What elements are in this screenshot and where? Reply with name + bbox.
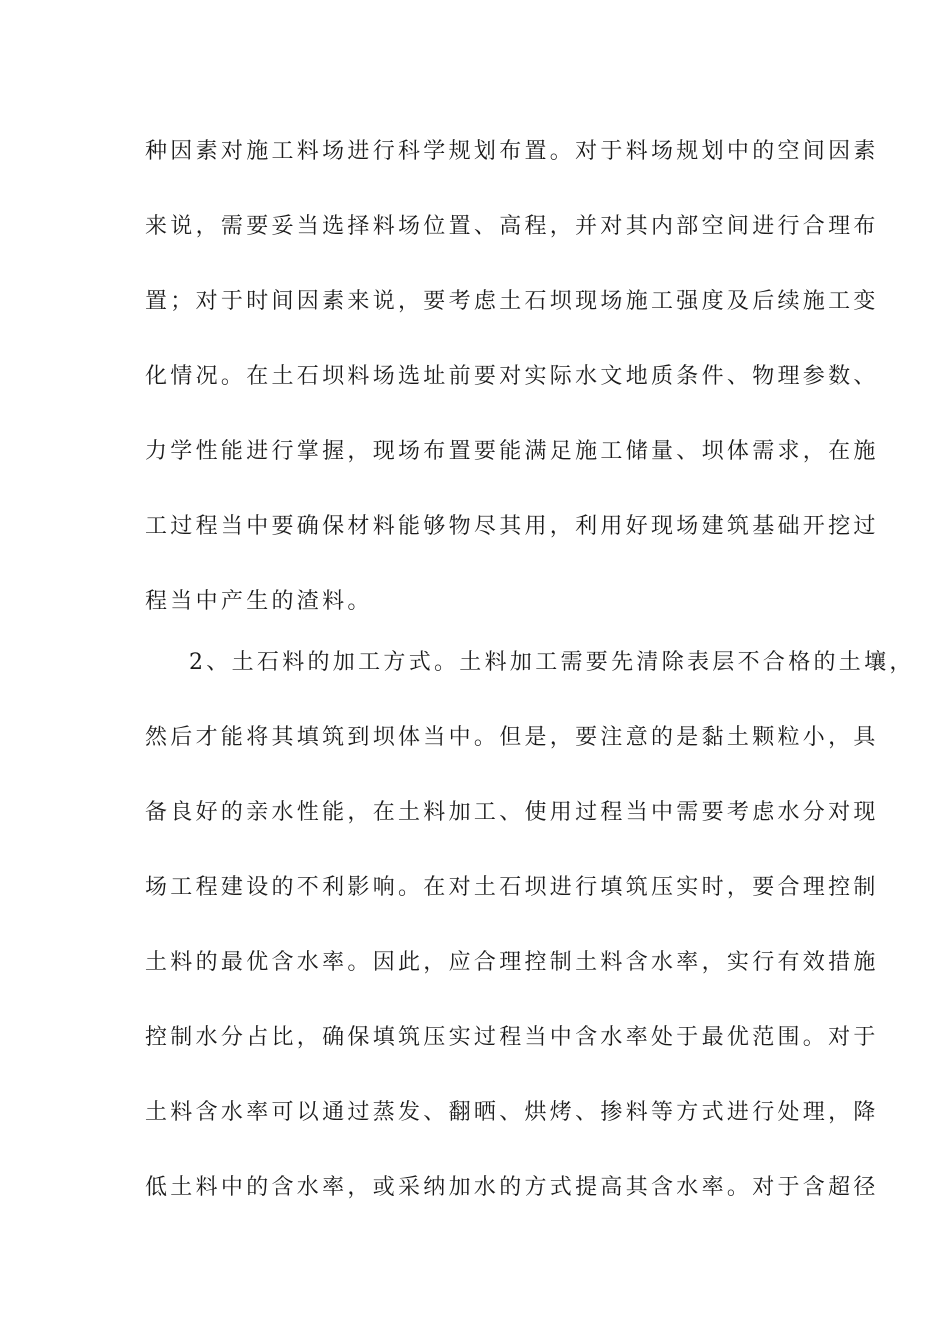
paragraph-line: 置；对于时间因素来说，要考虑土石坝现场施工强度及后续施工变 xyxy=(145,289,879,314)
paragraph-line: 化情况。在土石坝料场选址前要对实际水文地质条件、物理参数、 xyxy=(145,364,879,389)
paragraph-line: 控制水分占比，确保填筑压实过程当中含水率处于最优范围。对于 xyxy=(145,1025,879,1050)
paragraph-line: 备良好的亲水性能，在土料加工、使用过程当中需要考虑水分对现 xyxy=(145,800,879,825)
paragraph-line: 程当中产生的渣料。 xyxy=(145,589,373,614)
paragraph-line: 场工程建设的不利影响。在对土石坝进行填筑压实时，要合理控制 xyxy=(145,875,879,900)
paragraph-line: 来说，需要妥当选择料场位置、高程，并对其内部空间进行合理布 xyxy=(145,214,879,239)
paragraph-line: 工过程当中要确保材料能够物尽其用，利用好现场建筑基础开挖过 xyxy=(145,514,879,539)
paragraph-line: 然后才能将其填筑到坝体当中。但是，要注意的是黏土颗粒小，具 xyxy=(145,725,879,750)
paragraph-line: 低土料中的含水率，或采纳加水的方式提高其含水率。对于含超径 xyxy=(145,1175,879,1200)
paragraph-line: 2、土石料的加工方式。土料加工需要先清除表层不合格的土壤， xyxy=(189,650,915,675)
paragraph-line: 种因素对施工料场进行科学规划布置。对于料场规划中的空间因素 xyxy=(145,139,879,164)
paragraph-line: 土料的最优含水率。因此，应合理控制土料含水率，实行有效措施 xyxy=(145,950,879,975)
paragraph-line: 土料含水率可以通过蒸发、翻晒、烘烤、掺料等方式进行处理，降 xyxy=(145,1100,879,1125)
paragraph-line: 力学性能进行掌握，现场布置要能满足施工储量、坝体需求，在施 xyxy=(145,439,879,464)
